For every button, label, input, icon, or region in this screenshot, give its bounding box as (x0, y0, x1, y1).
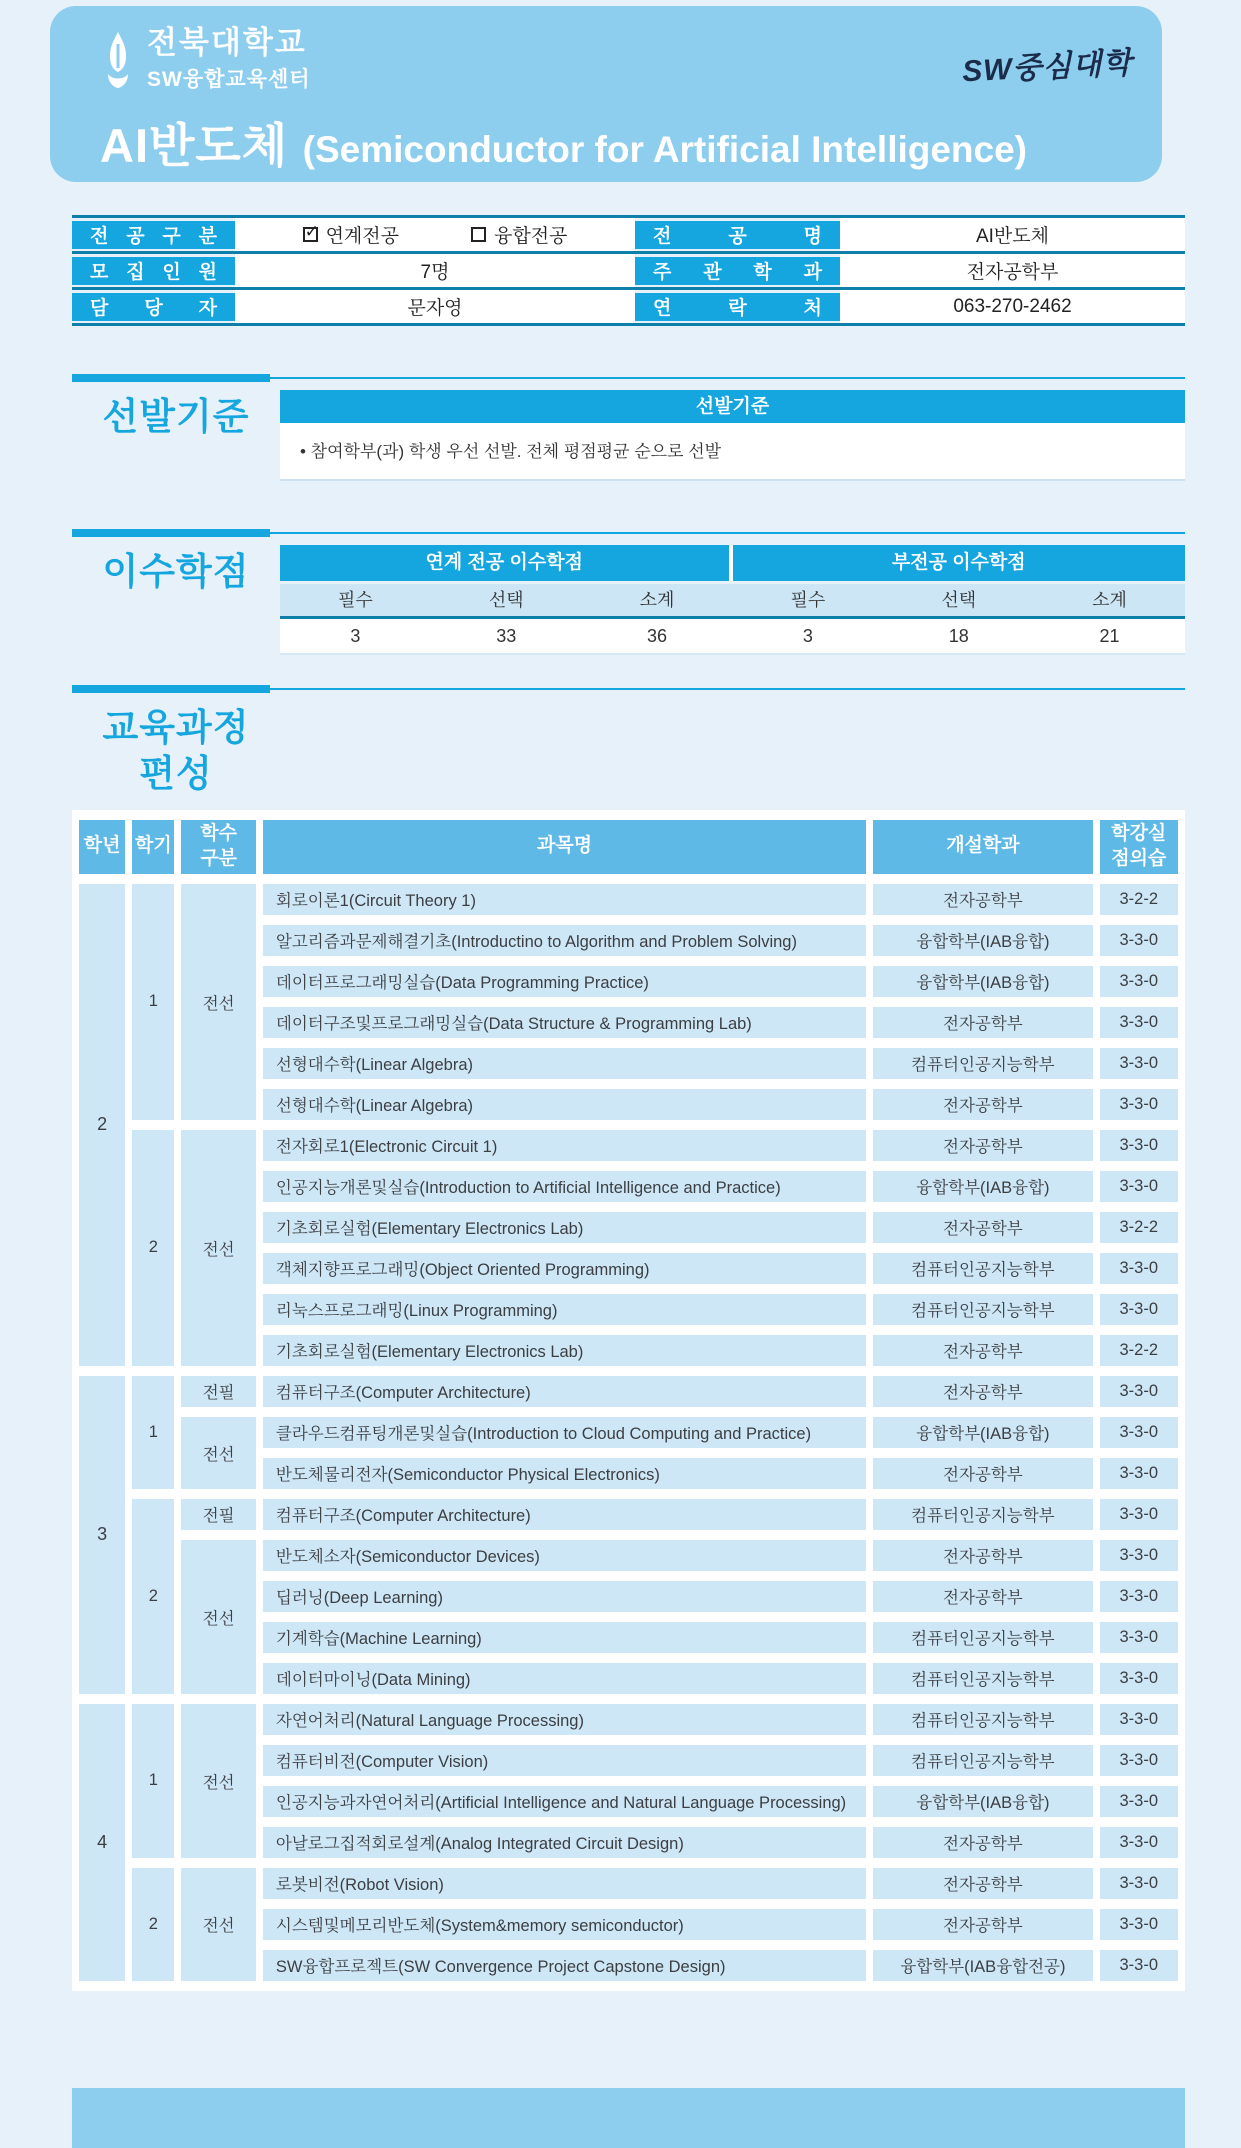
info-row-major-type (72, 217, 1185, 253)
course-name-cell: 기계학습(Machine Learning) (263, 1622, 866, 1653)
course-name-cell: 리눅스프로그래밍(Linux Programming) (263, 1294, 866, 1325)
dept-cell: 전자공학부 (873, 884, 1092, 915)
dept-cell: 컴퓨터인공지능학부 (873, 1253, 1092, 1284)
credit-cell: 3-2-2 (1100, 1212, 1178, 1243)
year-column-header: 학년 (79, 820, 125, 874)
column-header: 소계 (639, 590, 675, 610)
selection-table-header: 선발기준 (280, 390, 1185, 423)
course-type-cell: 전선 (181, 1540, 255, 1694)
contact-person-label: 담 당 자 (90, 298, 217, 319)
dept-cell: 컴퓨터인공지능학부 (873, 1294, 1092, 1325)
dept-cell: 전자공학부 (873, 1581, 1092, 1612)
selection-table (280, 390, 1185, 481)
selection-section-title: 선발기준 (102, 396, 250, 437)
credit-cell: 3-3-0 (1100, 1868, 1178, 1899)
converged-major-label: 융합전공 (494, 226, 568, 247)
credits-values-row (280, 619, 1185, 655)
credits-column-headers (280, 584, 1185, 619)
semester-cell: 2 (132, 1868, 174, 1981)
phone-value: 063-270-2462 (840, 289, 1185, 325)
managing-dept-value: 전자공학부 (840, 253, 1185, 289)
course-name-cell: 컴퓨터비전(Computer Vision) (263, 1745, 866, 1776)
recruitment-label-cell (72, 253, 235, 289)
credit-cell: 3-2-2 (1100, 1335, 1178, 1366)
year-cell: 2 (79, 884, 125, 1366)
course-type-cell: 전선 (181, 884, 255, 1120)
dept-cell: 전자공학부 (873, 1007, 1092, 1038)
course-name-cell: 데이터프로그래밍실습(Data Programming Practice) (263, 966, 866, 997)
dept-cell: 전자공학부 (873, 1458, 1092, 1489)
dept-cell: 컴퓨터인공지능학부 (873, 1499, 1092, 1530)
column-header: 필수 (790, 590, 826, 610)
course-name-cell: 데이터마이닝(Data Mining) (263, 1663, 866, 1694)
divider-accent-bar (72, 374, 270, 382)
dept-cell: 컴퓨터인공지능학부 (873, 1704, 1092, 1735)
recruitment-value: 7명 (235, 253, 635, 289)
course-row (79, 884, 1178, 915)
credit-cell: 3-3-0 (1100, 1499, 1178, 1530)
credit-column-header: 학강실 점의습 (1100, 820, 1178, 874)
program-info-table (72, 215, 1185, 326)
credit-cell: 3-3-0 (1100, 925, 1178, 956)
major-type-options (235, 221, 635, 248)
credit-cell: 3-3-0 (1100, 966, 1178, 997)
semester-column-header: 학기 (132, 820, 174, 874)
column-header: 소계 (1092, 590, 1127, 610)
sw-centered-university-badge: SW중심대학 (961, 46, 1133, 89)
course-row (79, 1499, 1178, 1530)
curriculum-section (72, 685, 1185, 1991)
semester-cell: 2 (132, 1130, 174, 1366)
linked-major-option (303, 221, 399, 248)
curriculum-section-body (72, 701, 1185, 798)
divider-accent-bar (72, 529, 270, 537)
credit-cell: 3-3-0 (1100, 1540, 1178, 1571)
university-emblem-icon (100, 32, 136, 88)
checked-checkbox-icon (303, 227, 318, 242)
credits-section-title: 이수학점 (102, 551, 250, 592)
course-name-cell: 인공지능개론및실습(Introduction to Artificial Intelligence and Practice) (263, 1171, 866, 1202)
course-name-cell: 객체지향프로그래밍(Object Oriented Programming) (263, 1253, 866, 1284)
credit-cell: 3-3-0 (1100, 1253, 1178, 1284)
credit-cell: 3-3-0 (1100, 1622, 1178, 1653)
program-title (100, 109, 1162, 176)
minor-credits-header: 부전공 이수학점 (733, 545, 1186, 581)
credit-cell: 3-3-0 (1100, 1007, 1178, 1038)
column-header: 선택 (941, 590, 977, 610)
dept-cell: 전자공학부 (873, 1540, 1092, 1571)
course-name-cell: 반도체물리전자(Semiconductor Physical Electronics) (263, 1458, 866, 1489)
credits-section (72, 529, 1185, 655)
course-name-cell: 클라우드컴퓨팅개론및실습(Introduction to Cloud Computing and Practice) (263, 1417, 866, 1448)
university-name: 전북대학교 (147, 25, 307, 60)
credit-cell: 3-3-0 (1100, 1581, 1178, 1612)
credit-value: 3 (802, 626, 813, 646)
curriculum-header-row (79, 820, 1178, 874)
info-row-recruitment (72, 253, 1185, 289)
credit-cell: 3-3-0 (1100, 1663, 1178, 1694)
dept-cell: 전자공학부 (873, 1868, 1092, 1899)
credit-cell: 3-2-2 (1100, 884, 1178, 915)
dept-cell: 전자공학부 (873, 1376, 1092, 1407)
course-name-cell: 컴퓨터구조(Computer Architecture) (263, 1499, 866, 1530)
course-row (79, 1540, 1178, 1571)
credit-cell: 3-3-0 (1100, 1745, 1178, 1776)
dept-cell: 컴퓨터인공지능학부 (873, 1622, 1092, 1653)
major-name-label: 전 공 명 (653, 226, 822, 247)
course-type-cell: 전필 (181, 1499, 255, 1530)
dept-cell: 전자공학부 (873, 1827, 1092, 1858)
credit-cell: 3-3-0 (1100, 1089, 1178, 1120)
course-name-cell: 선형대수학(Linear Algebra) (263, 1048, 866, 1079)
course-name-cell: 반도체소자(Semiconductor Devices) (263, 1540, 866, 1571)
selection-section (72, 374, 1185, 481)
unchecked-checkbox-icon (471, 227, 486, 242)
dept-cell: 전자공학부 (873, 1335, 1092, 1366)
center-name: SW융합교육센터 (147, 68, 311, 92)
contact-person-label-cell (72, 289, 235, 325)
major-type-label: 전 공 구 분 (90, 226, 217, 247)
semester-cell: 1 (132, 1376, 174, 1489)
course-name-cell: 로봇비전(Robot Vision) (263, 1868, 866, 1899)
course-name-cell: 선형대수학(Linear Algebra) (263, 1089, 866, 1120)
divider-accent-bar (72, 685, 270, 693)
dept-cell: 융합학부(IAB융합) (873, 966, 1092, 997)
curriculum-title-line1: 교육과정 (102, 707, 250, 748)
credit-value: 3 (350, 626, 361, 646)
info-row-contact (72, 289, 1185, 325)
phone-label-cell (635, 289, 840, 325)
course-name-cell: 인공지능과자연어처리(Artificial Intelligence and Natural Language Processing) (263, 1786, 866, 1817)
credit-cell: 3-3-0 (1100, 1376, 1178, 1407)
course-name-cell: 전자회로1(Electronic Circuit 1) (263, 1130, 866, 1161)
course-type-cell: 전선 (181, 1130, 255, 1366)
section-divider (72, 529, 1185, 537)
curriculum-tbody (79, 884, 1178, 1981)
course-type-cell: 전선 (181, 1704, 255, 1858)
course-name-cell: 아날로그집적회로설계(Analog Integrated Circuit Design) (263, 1827, 866, 1858)
semester-cell: 1 (132, 1704, 174, 1858)
section-divider (72, 685, 1185, 693)
dept-cell: 융합학부(IAB융합전공) (873, 1950, 1092, 1981)
dept-cell: 융합학부(IAB융합) (873, 1786, 1092, 1817)
course-name-cell: 기초회로실험(Elementary Electronics Lab) (263, 1212, 866, 1243)
credits-table-headers (280, 545, 1185, 581)
dept-cell: 전자공학부 (873, 1909, 1092, 1940)
credit-value: 21 (1099, 626, 1120, 646)
column-header: 선택 (488, 590, 524, 610)
recruitment-label: 모 집 인 원 (90, 262, 217, 283)
semester-cell: 1 (132, 884, 174, 1120)
course-row (79, 1704, 1178, 1735)
managing-dept-label: 주 관 학 과 (653, 262, 822, 283)
credits-table (280, 545, 1185, 655)
course-type-column-header: 학수 구분 (181, 820, 255, 874)
credit-cell: 3-3-0 (1100, 1827, 1178, 1858)
credit-cell: 3-3-0 (1100, 1294, 1178, 1325)
dept-cell: 컴퓨터인공지능학부 (873, 1745, 1092, 1776)
university-logo-text (147, 26, 311, 93)
major-type-label-cell (72, 217, 235, 253)
selection-criteria-text: • 참여학부(과) 학생 우선 선발. 전체 평점평균 순으로 선발 (280, 423, 1185, 481)
course-name-cell: 시스템및메모리반도체(System&memory semiconductor) (263, 1909, 866, 1940)
credit-cell: 3-3-0 (1100, 1704, 1178, 1735)
credit-cell: 3-3-0 (1100, 1786, 1178, 1817)
year-cell: 3 (79, 1376, 125, 1694)
dept-column-header: 개설학과 (873, 820, 1092, 874)
header-banner (50, 6, 1162, 182)
dept-cell: 융합학부(IAB융합) (873, 1417, 1092, 1448)
curriculum-table (72, 810, 1185, 1991)
course-name-cell: 데이터구조및프로그래밍실습(Data Structure & Programming Lab) (263, 1007, 866, 1038)
course-type-cell: 전선 (181, 1417, 255, 1489)
curriculum-title-line2: 편성 (139, 753, 213, 795)
credit-value: 18 (948, 626, 969, 646)
curriculum-section-title (72, 701, 280, 798)
year-cell: 4 (79, 1704, 125, 1981)
dept-cell: 컴퓨터인공지능학부 (873, 1663, 1092, 1694)
course-name-cell: 기초회로실험(Elementary Electronics Lab) (263, 1335, 866, 1366)
credit-cell: 3-3-0 (1100, 1048, 1178, 1079)
semester-cell: 2 (132, 1499, 174, 1694)
course-type-cell: 전선 (181, 1868, 255, 1981)
course-name-column-header: 과목명 (263, 820, 866, 874)
credit-cell: 3-3-0 (1100, 1130, 1178, 1161)
column-header: 필수 (338, 590, 373, 610)
major-name-label-cell (635, 217, 840, 253)
section-divider (72, 374, 1185, 382)
linked-major-label: 연계전공 (325, 226, 399, 247)
managing-dept-label-cell (635, 253, 840, 289)
dept-cell: 융합학부(IAB융합) (873, 1171, 1092, 1202)
course-name-cell: 회로이론1(Circuit Theory 1) (263, 884, 866, 915)
selection-section-body (72, 390, 1185, 481)
course-name-cell: 컴퓨터구조(Computer Architecture) (263, 1376, 866, 1407)
course-row (79, 1417, 1178, 1448)
linked-major-credits-header: 연계 전공 이수학점 (280, 545, 733, 581)
footer-bar (72, 2088, 1185, 2148)
major-name-value: AI반도체 (840, 217, 1185, 253)
credit-value: 33 (496, 626, 517, 646)
course-row (79, 1130, 1178, 1161)
course-name-cell: SW융합프로젝트(SW Convergence Project Capstone Design) (263, 1950, 866, 1981)
course-name-cell: 알고리즘과문제해결기초(Introductino to Algorithm and Problem Solving) (263, 925, 866, 956)
program-title-english: (Semiconductor for Artificial Intelligence) (302, 129, 1028, 171)
course-type-cell: 전필 (181, 1376, 255, 1407)
dept-cell: 융합학부(IAB융합) (873, 925, 1092, 956)
dept-cell: 전자공학부 (873, 1130, 1092, 1161)
credit-value: 36 (647, 626, 668, 646)
credit-cell: 3-3-0 (1100, 1458, 1178, 1489)
dept-cell: 컴퓨터인공지능학부 (873, 1048, 1092, 1079)
dept-cell: 전자공학부 (873, 1089, 1092, 1120)
course-name-cell: 자연어처리(Natural Language Processing) (263, 1704, 866, 1735)
credit-cell: 3-3-0 (1100, 1171, 1178, 1202)
credit-cell: 3-3-0 (1100, 1417, 1178, 1448)
credit-cell: 3-3-0 (1100, 1950, 1178, 1981)
credits-section-body (72, 545, 1185, 655)
course-name-cell: 딥러닝(Deep Learning) (263, 1581, 866, 1612)
dept-cell: 전자공학부 (873, 1212, 1092, 1243)
document-page (0, 6, 1241, 1991)
converged-major-option (471, 221, 567, 248)
contact-person-value: 문자영 (235, 289, 635, 325)
course-row (79, 1376, 1178, 1407)
course-row (79, 1868, 1178, 1899)
phone-label: 연 락 처 (653, 298, 822, 319)
program-title-korean: AI반도체 (100, 119, 289, 173)
credit-cell: 3-3-0 (1100, 1909, 1178, 1940)
major-type-value-cell (235, 217, 635, 253)
